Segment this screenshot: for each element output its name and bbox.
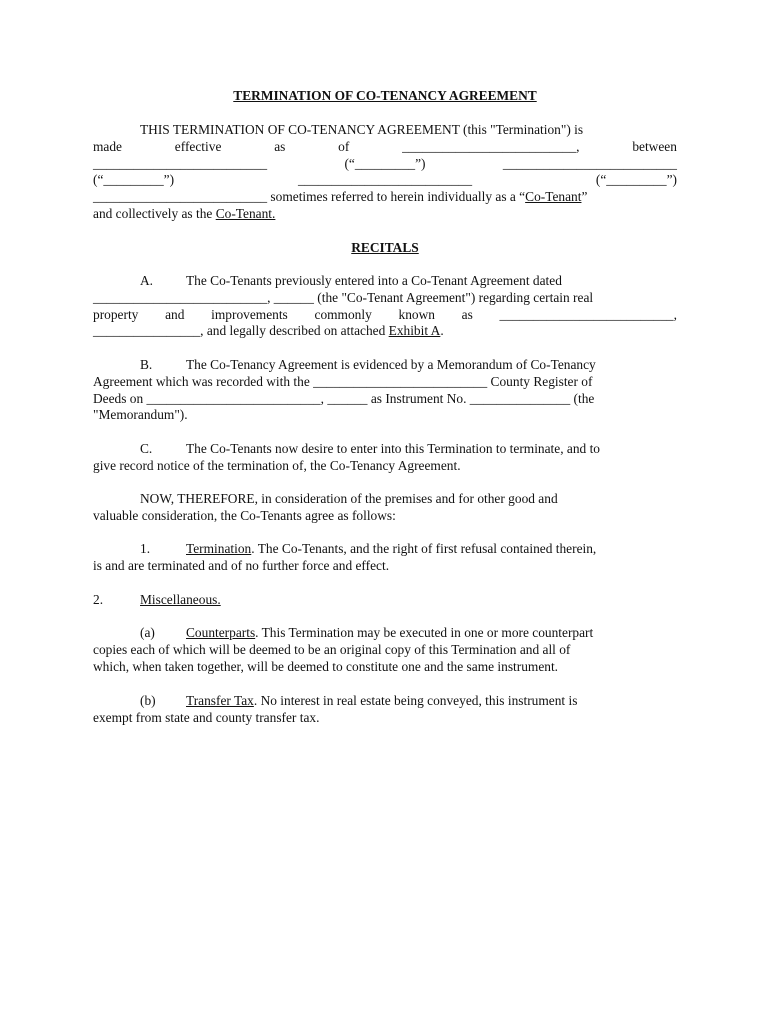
co-tenant-collective-term: Co-Tenant. [215,205,276,221]
document-title: TERMINATION OF CO-TENANCY AGREEMENT [233,88,537,103]
recitals-heading: RECITALS [351,240,419,255]
co-tenant-term: Co-Tenant [525,189,582,205]
recital-b-label: B. [140,357,153,372]
section-1-termination: 1. Termination. The Co-Tenants, and the right of first refusal contained therein, is and are terminated and of no further force and effect. [93,541,597,573]
exhibit-a-reference: Exhibit A [388,323,441,339]
subsection-b-transfer-tax: (b) Transfer Tax. No interest in real estate being conveyed, this instrument is exempt from state and county transfer tax. [93,693,578,725]
subsection-a-label: (a) [140,625,155,640]
recital-c-label: C. [140,441,153,456]
intro-line-3: __________________________ (“_________”) __________________________ [93,155,677,171]
recital-b: B. The Co-Tenancy Agreement is evidenced by a Memorandum of Co-Tenancy Agreement which was recorded with the __________________________ County Register of Deeds on __________________________, ______ as Instrument No. _______________ (the "Memorandum"). [93,357,596,423]
section-2-miscellaneous [93,592,677,609]
recital-c: C. The Co-Tenants now desire to enter into this Termination to terminate, and to give record notice of the termination of, the Co-Tenancy Agreement. [93,441,601,473]
recital-a-label: A. [140,273,154,288]
section-2-number: 2. [93,592,104,607]
intro-line-6: and collectively as the Co-Tenant. [93,205,276,221]
section-1-heading: Termination [186,541,252,556]
intro-line-5: __________________________ sometimes referred to herein individually as a “Co-Tenant” [93,189,588,205]
now-therefore-paragraph: NOW, THEREFORE, in consideration of the premises and for other good and valuable consideration, the Co-Tenants agree as follows: [93,491,558,523]
intro-paragraph [93,122,677,223]
subsection-a-heading: Counterparts [186,625,256,640]
intro-line-4: (“_________”) __________________________ (“_________”) [93,172,677,188]
section-2-heading: Miscellaneous. [140,592,221,607]
subsection-b-heading: Transfer Tax [186,693,254,708]
recital-a: A. The Co-Tenants previously entered into a Co-Tenant Agreement dated __________________________, ______ (the "Co-Tenant Agreement") regarding certain real property and improvements commonly known as __________________________, ________________, and legally described on attached Exhibit A. [93,273,677,339]
subsection-b-label: (b) [140,693,156,708]
intro-line-2: made effective as of __________________________, between [93,138,677,154]
intro-line-1: THIS TERMINATION OF CO-TENANCY AGREEMENT (this "Termination") is [140,122,584,137]
subsection-a-counterparts: (a) Counterparts. This Termination may be executed in one or more counterpart copies each of which will be deemed to be an original copy of this Termination and all of which, when taken together, will be deemed to constitute one and the same instrument. [93,625,594,674]
section-1-number: 1. [140,541,151,556]
